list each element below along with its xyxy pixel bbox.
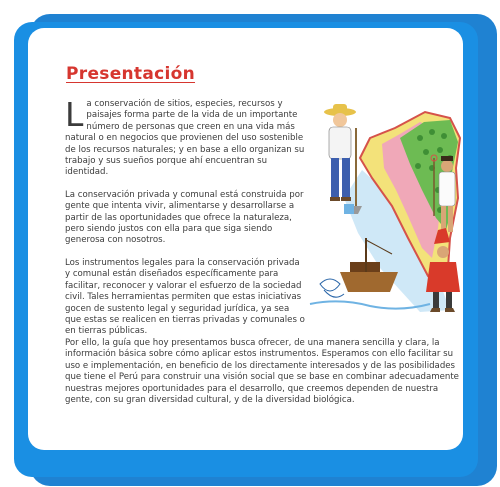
peru-map-with-people-icon	[300, 98, 463, 324]
paragraph-3: Los instrumentos legales para la conservación privada y comunal están diseñados específicamente para facilitar, reconocer y valorar el esfuerzo de la sociedad civil. Tales herramientas permiten que estas iniciativas gocen de sustento legal y seguridad jurídica, ya sea que estas se realicen en tierras privadas y comunales o en tierras públicas.	[65, 257, 305, 337]
page-title: Presentación	[66, 64, 196, 84]
paragraph-4: Por ello, la guía que hoy presentamos busca ofrecer, de una manera sencilla y clara, la información básica sobre cómo aplicar estos instrumentos. Esperamos con ello facilitar su uso e implementación, en beneficio de los directamente interesados y de las posibilidades que tiene el Perú para construir una visión social que se base en combinar adecuadamente nuestras mejores oportunidades para el desarrollo, que creemos dependen de nuestra gente, con su gran diversidad cultural, y de la diversidad biológica.	[65, 338, 459, 406]
paragraph-1-text: a conservación de sitios, especies, recursos y paisajes forma parte de la vida de un importante número de personas que creen en una vida más natural o en negocios que provienen del uso sostenible de los recursos naturales; y en base a ello organizan su trabajo y sus sueños porque ahí encuentran su identidad.	[65, 99, 305, 178]
intro-column	[65, 95, 307, 349]
closing-block	[65, 338, 459, 406]
page-card	[28, 28, 463, 450]
paragraph-2: La conservación privada y comunal está construida por gente que intenta vivir, alimentarse y desarrollarse a partir de las oportunidades que ofrece la naturaleza, pero siendo justos con ella para que siga siendo generosa con nosotros.	[65, 189, 304, 246]
paragraph-1	[65, 95, 307, 179]
drop-cap: L	[65, 95, 84, 134]
